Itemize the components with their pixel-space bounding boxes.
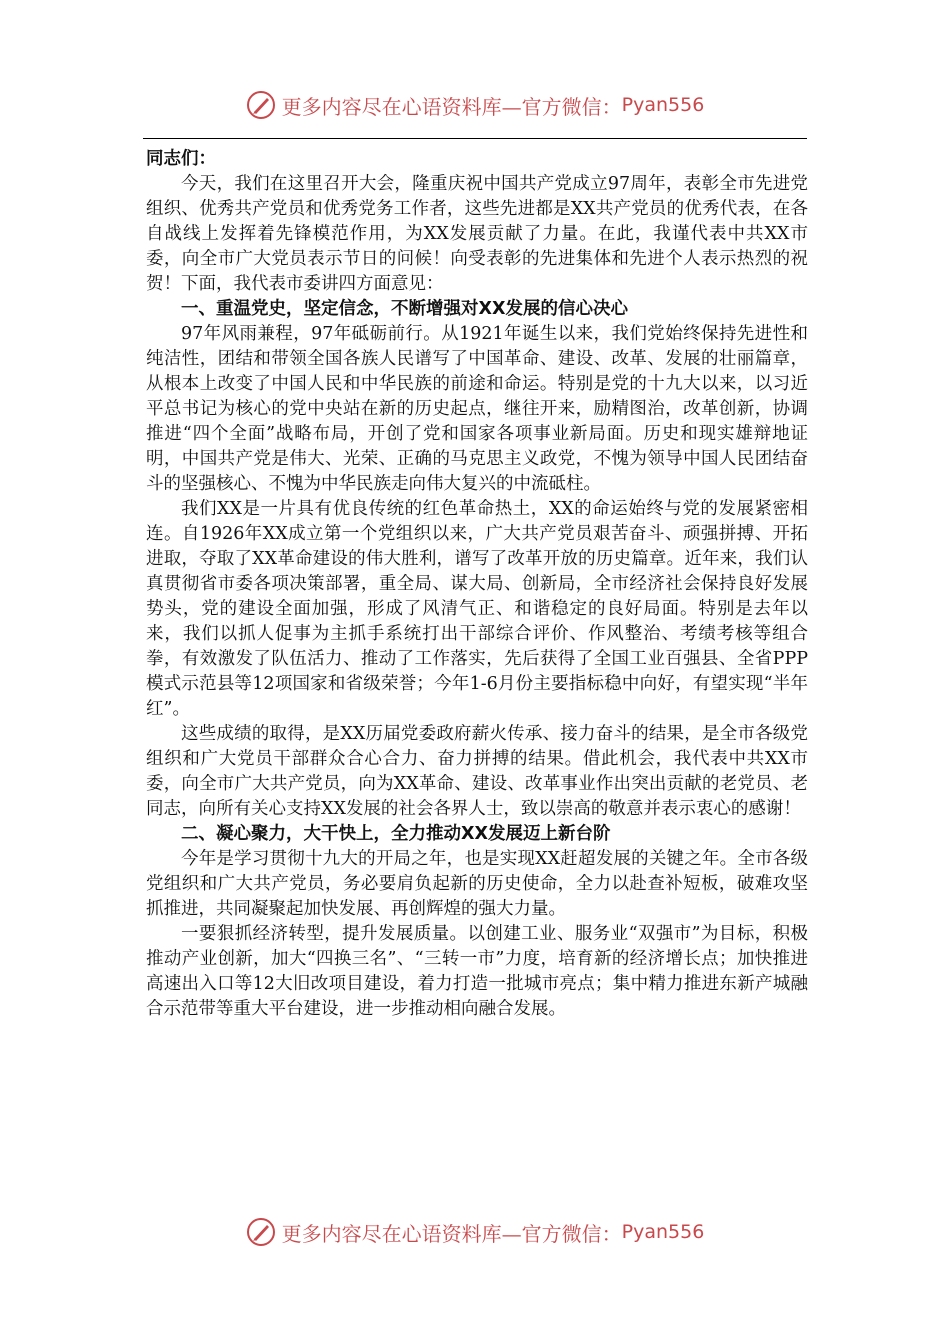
paragraph: 97年风雨兼程，97年砥砺前行。从1921年诞生以来，我们党始终保持先进性和纯洁性，团结和带领全国各族人民谱写了中国革命、建设、改革、发展的壮丽篇章，从根本上改变了中国人民和中华民族的前途和命运。特别是党的十九大以来，以习近平总书记为核心的党中央站在新的历史起点，继往开来，励精图治，改革创新，协调推进“四个全面”战略布局，开创了党和国家各项事业新局面。历史和现实雄辩地证明，中国共产党是伟大、光荣、正确的马克思主义政党，不愧为领导中国人民团结奋斗的坚强核心、不愧为中华民族走向伟大复兴的中流砥柱。 bbox=[146, 324, 808, 494]
section-heading-2: 二、凝心聚力，大干快上，全力推动XX发展迈上新台阶 bbox=[181, 824, 611, 844]
watermark-text: 更多内容尽在心语资料库—官方微信： bbox=[281, 1221, 622, 1246]
greeting: 同志们： bbox=[146, 149, 216, 169]
paragraph: 今年是学习贯彻十九大的开局之年，也是实现XX赶超发展的关键之年。全市各级党组织和广大共产党员，务必要肩负起新的历史使命，全力以赴查补短板，破难攻坚抓推进，共同凝聚起加快发展、再创辉煌的强大力量。 bbox=[146, 849, 808, 919]
paragraph-intro: 今天，我们在这里召开大会，隆重庆祝中国共产党成立97周年，表彰全市先进党组织、优秀共产党员和优秀党务工作者，这些先进都是XX共产党员的优秀代表，在各自战线上发挥着先锋模范作用，为XX发展贡献了力量。在此，我谨代表中共XX市委，向全市广大党员表示节日的问候！向受表彰的先进集体和先进个人表示热烈的祝贺！下面，我代表市委讲四方面意见： bbox=[146, 174, 808, 294]
header-rule bbox=[143, 138, 807, 139]
header-watermark bbox=[0, 85, 950, 125]
watermark-wechat-id: Pyan556 bbox=[621, 94, 705, 116]
watermark-wechat-id: Pyan556 bbox=[621, 1221, 705, 1243]
paragraph: 这些成绩的取得，是XX历届党委政府薪火传承、接力奋斗的结果，是全市各级党组织和广大党员干部群众合心合力、奋力拼搏的结果。借此机会，我代表中共XX市委，向全市广大共产党员，向为XX革命、建设、改革事业作出突出贡献的老党员、老同志，向所有关心支持XX发展的社会各界人士，致以崇高的敬意并表示衷心的感谢！ bbox=[146, 724, 808, 819]
quill-logo-icon bbox=[246, 90, 276, 120]
section-heading-1: 一、重温党史，坚定信念，不断增强对XX发展的信心决心 bbox=[181, 299, 628, 319]
paragraph: 我们XX是一片具有优良传统的红色革命热土，XX的命运始终与党的发展紧密相连。自1926年XX成立第一个党组织以来，广大共产党员艰苦奋斗、顽强拼搏、开拓进取，夺取了XX革命建设的伟大胜利，谱写了改革开放的历史篇章。近年来，我们认真贯彻省市委各项决策部署，重全局、谋大局、创新局，全市经济社会保持良好发展势头，党的建设全面加强，形成了风清气正、和谐稳定的良好局面。特别是去年以来，我们以抓人促事为主抓手系统打出干部综合评价、作风整治、考绩考核等组合拳，有效激发了队伍活力、推动了工作落实，先后获得了全国工业百强县、全省PPP模式示范县等12项国家和省级荣誉；今年1-6月份主要指标稳中向好，有望实现“半年红”。 bbox=[146, 499, 808, 719]
watermark-text: 更多内容尽在心语资料库—官方微信： bbox=[281, 94, 622, 119]
paragraph: 一要狠抓经济转型，提升发展质量。以创建工业、服务业“双强市”为目标，积极推动产业创新，加大“四换三名”、“三转一市”力度，培育新的经济增长点；加快推进高速出入口等12大旧改项目建设，着力打造一批城市亮点；集中精力推进东新产城融合示范带等重大平台建设，进一步推动相向融合发展。 bbox=[146, 924, 808, 1019]
quill-logo-icon bbox=[246, 1217, 276, 1247]
footer-watermark bbox=[0, 1212, 950, 1252]
document-body bbox=[146, 147, 808, 1022]
